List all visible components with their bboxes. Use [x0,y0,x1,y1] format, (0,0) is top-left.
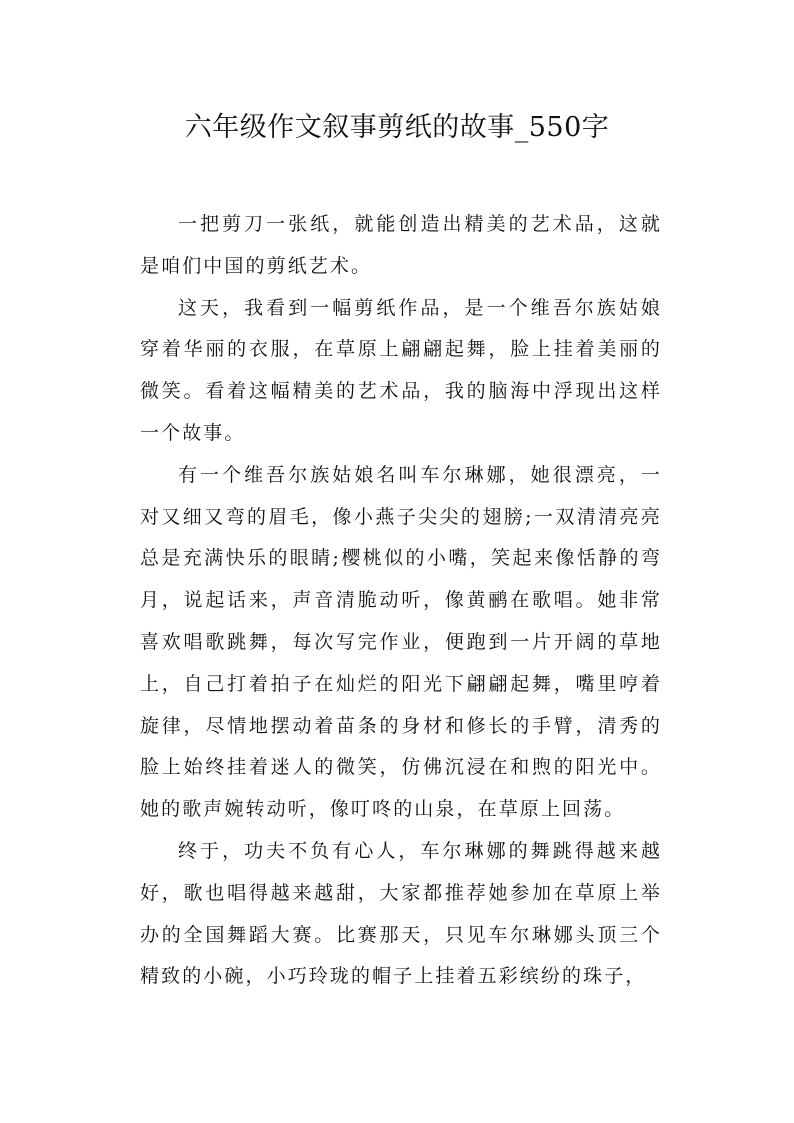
document-body [140,204,662,998]
paragraph-2: 这天，我看到一幅剪纸作品，是一个维吾尔族姑娘穿着华丽的衣服，在草原上翩翩起舞，脸上挂着美丽的微笑。看着这幅精美的艺术品，我的脑海中浮现出这样一个故事。 [140,296,662,444]
paragraph-4: 终于，功夫不负有心人，车尔琳娜的舞跳得越来越好，歌也唱得越来越甜，大家都推荐她参加在草原上举办的全国舞蹈大赛。比赛那天，只见车尔琳娜头顶三个精致的小碗，小巧玲珑的帽子上挂着五彩缤纷的珠子， [140,839,662,988]
paragraph-1: 一把剪刀一张纸，就能创造出精美的艺术品，这就是咱们中国的剪纸艺术。 [140,213,662,277]
paragraph-3: 有一个维吾尔族姑娘名叫车尔琳娜，她很漂亮，一对又细又弯的眉毛，像小燕子尖尖的翅膀;一双清清亮亮总是充满快乐的眼睛;樱桃似的小嘴，笑起来像恬静的弯月，说起话来，声音清脆动听，像黄鹂在歌唱。她非常喜欢唱歌跳舞，每次写完作业，便跑到一片开阔的草地上，自己打着拍子在灿烂的阳光下翩翩起舞，嘴里哼着旋律，尽情地摆动着苗条的身材和修长的手臂，清秀的脸上始终挂着迷人的微笑，仿佛沉浸在和煦的阳光中。她的歌声婉转动听，像叮咚的山泉，在草原上回荡。 [140,463,662,821]
document-title: 六年级作文叙事剪纸的故事_550字 [184,112,610,143]
